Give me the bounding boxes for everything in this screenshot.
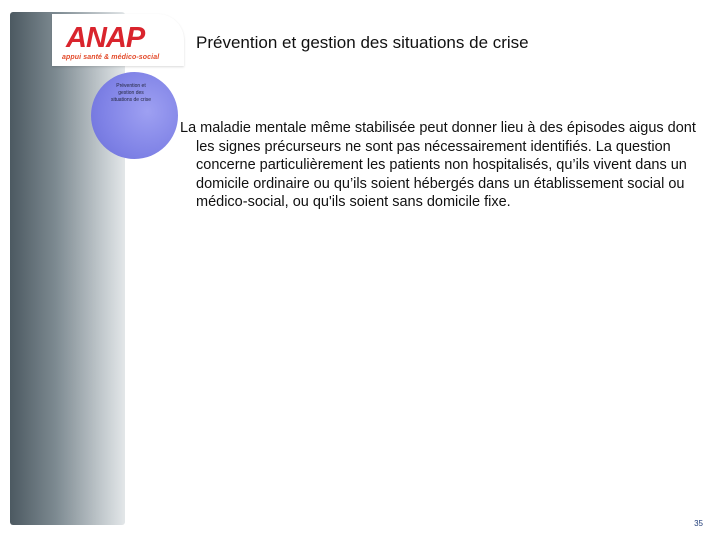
logo-text: ANAP (66, 22, 145, 52)
logo-tagline (62, 54, 159, 61)
logo-tagline-suffix: médico-social (111, 54, 160, 61)
page-number: 35 (694, 519, 703, 528)
body-paragraph: La maladie mentale même stabilisée peut donner lieu à des épisodes aigus dont les signes précurseurs ne sont pas nécessairement identifiés. La question concerne particulièrement les patients non hospitalisés, qu’ils vivent dans un domicile ordinaire ou qu’ils soient hébergés dans un établissement social ou médico-social, ou qu'ils soient sans domicile fixe. (180, 120, 696, 210)
logo (52, 14, 184, 66)
anap-logo-mark (64, 22, 174, 52)
logo-tagline-prefix: appui santé & (62, 54, 112, 61)
section-circle-label: Prévention et gestion des situations de crise (110, 83, 152, 103)
slide-title: Prévention et gestion des situations de crise (196, 33, 529, 52)
body-text (180, 119, 700, 212)
